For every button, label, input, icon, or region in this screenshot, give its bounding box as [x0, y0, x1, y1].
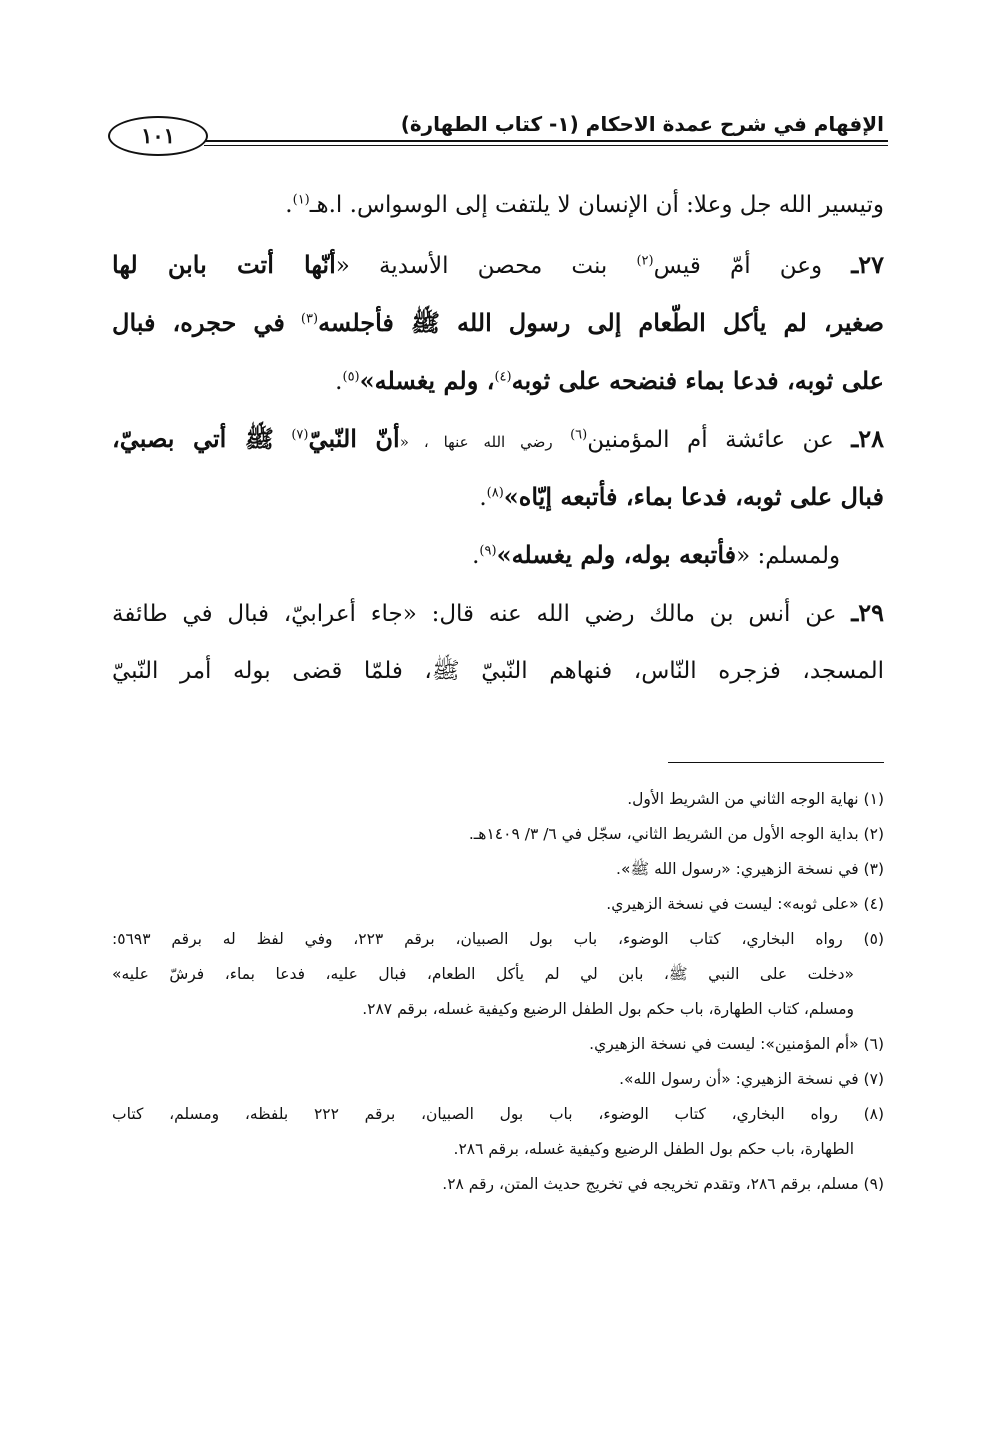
- hadith-27-line-1: ٢٧ـ وعن أمّ قيس$^{(٢)}$ بنت محصن الأسدية «أنّها أتت بابن لها: [112, 250, 884, 279]
- main-text: [112, 176, 884, 700]
- hadith-29-line-2: المسجد، فزجره النّاس، فنهاهم النّبيّ ﷺ، فلمّا قضى بوله أمر النّبيّ: [112, 658, 884, 684]
- footnote-7: (٧) في نسخة الزهيري: «أن رسول الله».: [619, 1070, 884, 1088]
- footnote-5-cont: «دخلت على النبي ﷺ، بابن لي لم يأكل الطعام، فبال عليه، فدعا بماء، فرشّ عليه»: [112, 965, 854, 983]
- footnote-ref: (١): [292, 192, 310, 208]
- hadith-27-line-2: صغير، لم يأكل الطّعام إلى رسول الله ﷺ فأجلسه$^{(٣)}$ في حجره، فبال: [112, 308, 885, 337]
- hadith-29-line-1: ٢٩ـ عن أنس بن مالك رضي الله عنه قال: «جاء أعرابيّ، فبال في طائفة: [112, 598, 885, 627]
- footnote-separator: [668, 762, 884, 763]
- hadith-28-muslim-line: ولمسلم: «فأتبعه بوله، ولم يغسله»$^{(٩)}$.: [472, 540, 841, 569]
- footnote-ref: (٦): [570, 427, 588, 443]
- footnote-2: (٢) بداية الوجه الأول من الشريط الثاني، سجّل في ٦/ ٣/ ١٤٠٩هـ.: [468, 825, 884, 843]
- text-line: وتيسير الله جل وعلا: أن الإنسان لا يلتفت إلى الوسواس. ا.هـ$^{(١)}$.: [285, 192, 884, 218]
- footnote-8: (٨) رواه البخاري، كتاب الوضوء، باب بول الصبيان، برقم ٢٢٢ بلفظه، ومسلم، كتاب: [112, 1105, 885, 1123]
- footnote-ref: (٩): [479, 543, 497, 559]
- footnote-ref: (٨): [486, 485, 504, 501]
- footnote-6: (٦) «أم المؤمنين»: ليست في نسخة الزهيري.: [589, 1035, 884, 1053]
- footnote-8-cont: الطهارة، باب حكم بول الطفل الرضيع وكيفية غسله، برقم ٢٨٦.: [453, 1140, 854, 1158]
- hadith-number: ٢٨ـ: [851, 424, 885, 453]
- header-rule-thin: [204, 145, 888, 146]
- hadith-28-line-1: ٢٨ـ عن عائشة أم المؤمنين$^{(٦)}$ رضي الله عنها ، «أنّ النّبيّ$^{(٧)}$ ﷺ أتي بصبيّ،: [112, 424, 885, 453]
- footnote-5-cont-2: ومسلم، كتاب الطهارة، باب حكم بول الطفل الرضيع وكيفية غسله، برقم ٢٨٧.: [362, 1000, 854, 1018]
- footnote-ref: (٣): [300, 311, 319, 327]
- running-header: [108, 108, 888, 162]
- footnote-ref: (٥): [342, 369, 360, 385]
- footnote-ref: (٤): [494, 369, 512, 385]
- hadith-number: ٢٩ـ: [851, 598, 885, 627]
- header-rule: [204, 140, 888, 142]
- footnote-ref: (٧): [291, 427, 309, 443]
- footnote-1: (١) نهاية الوجه الثاني من الشريط الأول.: [627, 790, 884, 808]
- footnote-ref: (٢): [636, 253, 654, 269]
- footnote-4: (٤) «على ثوبه»: ليست في نسخة الزهيري.: [606, 895, 884, 913]
- footnote-5: (٥) رواه البخاري، كتاب الوضوء، باب بول الصبيان، برقم ٢٢٣، وفي لفظ له برقم ٥٦٩٣:: [112, 930, 884, 948]
- book-title: الإفهام في شرح عمدة الاحكام (١- كتاب الطهارة): [400, 112, 884, 136]
- footnotes: [112, 782, 884, 1202]
- footnote-3: (٣) في نسخة الزهيري: «رسول الله ﷺ».: [616, 860, 884, 878]
- page-number: ١٠١: [108, 116, 208, 156]
- hadith-27-line-3: على ثوبه، فدعا بماء فنضحه على ثوبه$^{(٤)}$، ولم يغسله»$^{(٥)}$.: [335, 366, 884, 395]
- footnote-9: (٩) مسلم، برقم ٢٨٦، وتقدم تخريجه في تخريج حديث المتن، رقم ٢٨.: [442, 1175, 884, 1193]
- hadith-number: ٢٧ـ: [851, 250, 884, 279]
- hadith-28-line-2: فبال على ثوبه، فدعا بماء، فأتبعه إيّاه»$^{(٨)}$.: [479, 482, 884, 511]
